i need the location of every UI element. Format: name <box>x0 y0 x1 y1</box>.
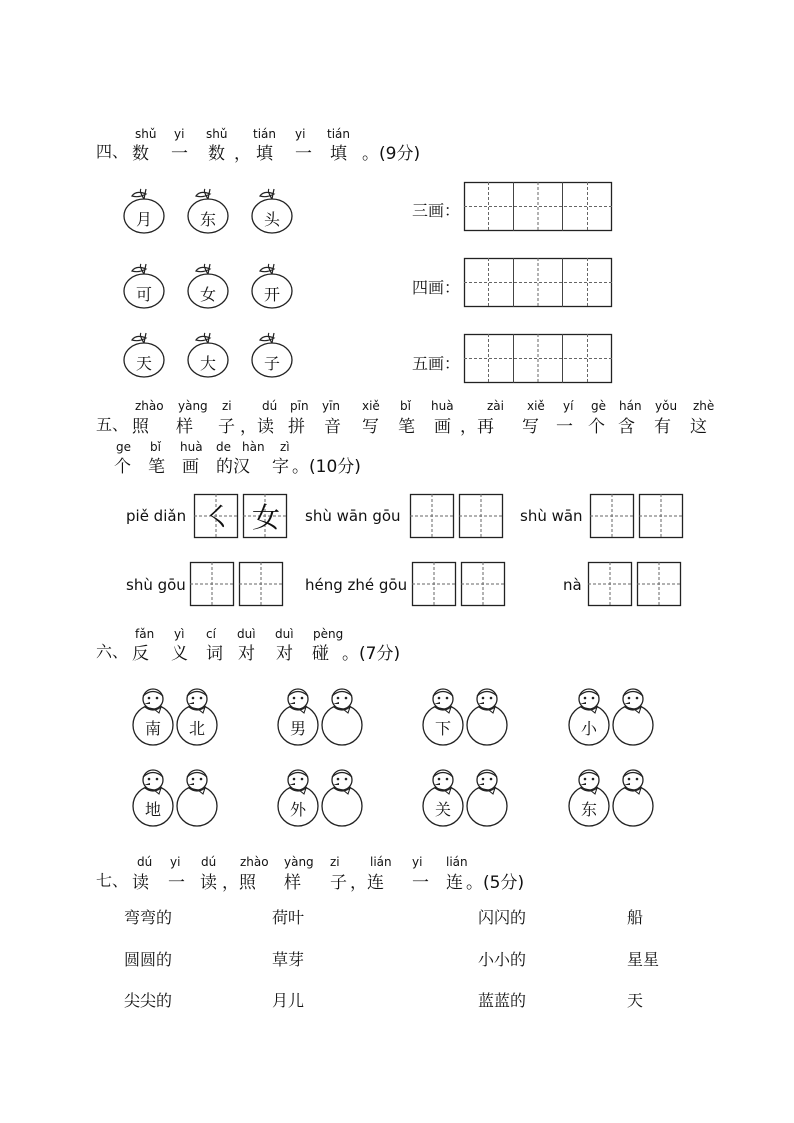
apple-char: 开 <box>263 285 280 304</box>
title-char: 的汉 <box>216 457 250 477</box>
title-char: 对 <box>238 644 255 664</box>
title-score: 。(10分) <box>292 457 361 477</box>
match-right-adjective[interactable]: 蓝蓝的 <box>478 991 527 1010</box>
apple-item <box>250 330 294 378</box>
pinyin: shǔ <box>135 127 157 141</box>
title-char: 对 <box>276 644 293 664</box>
snowman-left <box>566 687 612 745</box>
pinyin: pèng <box>313 627 344 641</box>
antonym-answer-char: 北 <box>188 719 205 738</box>
title-char: 连 <box>446 873 463 893</box>
apple-item <box>186 330 230 378</box>
title-char: 个 <box>114 457 131 477</box>
title-char: 读 <box>132 873 149 893</box>
snowman-icon <box>610 768 656 826</box>
snowman-right[interactable] <box>464 687 510 745</box>
snowman-right[interactable] <box>464 768 510 826</box>
example-stroke: ㇛ <box>204 501 233 534</box>
snowman-right[interactable] <box>319 768 365 826</box>
title-char: 这 <box>690 417 707 437</box>
apple-char: 子 <box>263 354 280 373</box>
apple-item <box>250 261 294 309</box>
snowman-left <box>130 768 176 826</box>
match-right-noun[interactable]: 船 <box>627 908 644 927</box>
pinyin: yīn <box>322 399 341 413</box>
apple-item <box>122 261 166 309</box>
apple-char: 头 <box>263 210 280 229</box>
section-5-number: 五、 <box>96 415 129 434</box>
title-char: 数 <box>208 144 225 164</box>
title-char: ，读 <box>240 417 274 437</box>
pinyin: dú <box>262 399 278 413</box>
pinyin: lián <box>446 855 468 869</box>
pinyin: hàn <box>242 440 265 454</box>
antonym-given-char: 南 <box>144 719 161 738</box>
snowman-left <box>275 687 321 745</box>
antonym-given-char: 下 <box>434 719 451 738</box>
apple-char: 月 <box>135 210 152 229</box>
title-char: 拼 <box>288 417 305 437</box>
stroke-name: nà <box>563 576 582 594</box>
apple-char: 天 <box>135 354 152 373</box>
title-char: 读 <box>200 873 217 893</box>
title-char: 义 <box>171 644 188 664</box>
pinyin: huà <box>431 399 454 413</box>
pinyin: yi <box>174 127 185 141</box>
section-6-number: 六、 <box>96 642 129 661</box>
title-char: 一 <box>168 873 185 893</box>
title-char: 写 <box>362 417 379 437</box>
title-char: 子 <box>330 873 347 893</box>
antonym-given-char: 小 <box>580 719 597 738</box>
match-left-noun[interactable]: 草芽 <box>272 950 305 969</box>
match-left-noun[interactable]: 荷叶 <box>272 908 305 927</box>
pinyin: xiě <box>362 399 380 413</box>
pinyin: duì <box>275 627 294 641</box>
antonym-given-char: 地 <box>144 800 161 819</box>
antonym-given-char: 东 <box>580 800 597 819</box>
stroke-answer-grid[interactable] <box>190 562 286 608</box>
antonym-given-char: 关 <box>434 800 451 819</box>
pinyin: de <box>216 440 231 454</box>
pinyin: huà <box>180 440 203 454</box>
title-char: 一 <box>412 873 429 893</box>
stroke-5-label: 五画： <box>412 354 461 373</box>
snowman-right[interactable] <box>174 768 220 826</box>
pinyin: yì <box>174 627 185 641</box>
title-char: 一 <box>295 144 312 164</box>
title-char: 画 <box>434 417 451 437</box>
apple-item <box>186 186 230 234</box>
snowman-left <box>130 687 176 745</box>
pinyin: tián <box>327 127 350 141</box>
pinyin: dú <box>137 855 153 869</box>
stroke-4-answer-grid[interactable] <box>464 258 614 308</box>
example-char: 女 <box>252 501 281 534</box>
snowman-left <box>566 768 612 826</box>
snowman-left <box>420 768 466 826</box>
match-left-adjective[interactable]: 弯弯的 <box>124 908 173 927</box>
stroke-3-answer-grid[interactable] <box>464 182 614 232</box>
title-char: ， <box>234 144 251 164</box>
apple-grid <box>118 186 318 396</box>
title-char: 字 <box>272 457 289 477</box>
snowman-icon <box>319 687 365 745</box>
snowman-right[interactable] <box>610 768 656 826</box>
match-left-noun[interactable]: 月儿 <box>272 991 305 1010</box>
snowman-icon <box>464 687 510 745</box>
pinyin: zi <box>222 399 232 413</box>
title-char: ，再 <box>460 417 494 437</box>
section-4-number: 四、 <box>96 142 129 161</box>
snowman-left <box>420 687 466 745</box>
stroke-name: shù gōu <box>126 576 186 594</box>
stroke-answer-grid[interactable] <box>590 494 686 540</box>
pinyin: tián <box>253 127 276 141</box>
match-left-adjective[interactable]: 圆圆的 <box>124 950 173 969</box>
stroke-answer-grid[interactable] <box>410 494 506 540</box>
title-char: 样 <box>176 417 193 437</box>
snowman-icon <box>610 687 656 745</box>
title-char: 笔 <box>148 457 165 477</box>
stroke-name: piě diǎn <box>126 507 187 525</box>
apple-item <box>250 186 294 234</box>
match-right-adjective[interactable]: 闪闪的 <box>478 908 527 927</box>
title-char: 反 <box>132 644 149 664</box>
pinyin: zài <box>487 399 504 413</box>
title-char: 填 <box>256 144 273 164</box>
apple-char: 大 <box>199 354 216 373</box>
stroke-3-label: 三画： <box>412 201 461 220</box>
title-char: 词 <box>206 644 223 664</box>
title-score: 。(9分) <box>362 144 421 164</box>
apple-char: 东 <box>199 210 216 229</box>
title-score: 。(7分) <box>342 644 401 664</box>
pinyin: zhào <box>240 855 269 869</box>
pinyin: yí <box>563 399 574 413</box>
pinyin: lián <box>370 855 392 869</box>
pinyin: fǎn <box>135 627 155 641</box>
pinyin: gè <box>591 399 606 413</box>
pinyin: yi <box>412 855 423 869</box>
pinyin: yi <box>295 127 306 141</box>
apple-item <box>122 186 166 234</box>
snowman-icon <box>464 768 510 826</box>
snowman-icon <box>319 768 365 826</box>
pinyin: pīn <box>290 399 309 413</box>
title-char: 填 <box>330 144 347 164</box>
pinyin: zi <box>330 855 340 869</box>
antonym-given-char: 男 <box>289 719 306 738</box>
apple-item <box>186 261 230 309</box>
pinyin: yǒu <box>655 399 678 413</box>
match-right-noun[interactable]: 星星 <box>627 950 660 969</box>
stroke-5-answer-grid[interactable] <box>464 334 614 384</box>
title-char: 一 <box>171 144 188 164</box>
pinyin: bǐ <box>150 440 161 454</box>
pinyin: yi <box>170 855 181 869</box>
stroke-answer-grid[interactable] <box>412 562 508 608</box>
title-char: ，照 <box>222 873 256 893</box>
pinyin: yàng <box>284 855 314 869</box>
stroke-4-label: 四画： <box>412 278 461 297</box>
pinyin: dú <box>201 855 217 869</box>
pinyin: cí <box>206 627 216 641</box>
snowman-left <box>275 768 321 826</box>
title-score: 。(5分) <box>466 873 525 893</box>
apple-item <box>122 330 166 378</box>
title-char: 画 <box>182 457 199 477</box>
title-char: 照 <box>132 417 149 437</box>
antonym-given-char: 外 <box>289 800 306 819</box>
apple-char: 可 <box>135 285 152 304</box>
pinyin: zì <box>280 440 290 454</box>
apple-char: 女 <box>199 285 216 304</box>
title-char: 含 <box>618 417 635 437</box>
match-right-noun[interactable]: 天 <box>627 991 644 1010</box>
match-left-adjective[interactable]: 尖尖的 <box>124 991 173 1010</box>
snowman-right[interactable] <box>319 687 365 745</box>
title-char: 数 <box>132 144 149 164</box>
title-char: 个 <box>588 417 605 437</box>
title-char: ，连 <box>350 873 384 893</box>
pinyin: yàng <box>178 399 208 413</box>
pinyin: shǔ <box>206 127 228 141</box>
pinyin: bǐ <box>400 399 411 413</box>
title-char: 笔 <box>398 417 415 437</box>
title-char: 碰 <box>312 644 329 664</box>
pinyin: zhào <box>135 399 164 413</box>
title-char: 样 <box>284 873 301 893</box>
title-char: 写 <box>522 417 539 437</box>
pinyin: zhè <box>693 399 715 413</box>
stroke-name: héng zhé gōu <box>305 576 408 594</box>
stroke-name: shù wān gōu <box>305 507 401 525</box>
snowman-right[interactable] <box>174 687 220 745</box>
title-char: 一 <box>556 417 573 437</box>
stroke-answer-grid[interactable] <box>588 562 684 608</box>
pinyin: ge <box>116 440 131 454</box>
pinyin: duì <box>237 627 256 641</box>
snowman-right[interactable] <box>610 687 656 745</box>
snowman-icon <box>174 768 220 826</box>
title-char: 有 <box>654 417 671 437</box>
match-right-adjective[interactable]: 小小的 <box>478 950 527 969</box>
section-7-number: 七、 <box>96 871 129 890</box>
pinyin: xiě <box>527 399 545 413</box>
stroke-name: shù wān <box>520 507 583 525</box>
pinyin: hán <box>619 399 642 413</box>
title-char: 子 <box>218 417 235 437</box>
title-char: 音 <box>324 417 341 437</box>
